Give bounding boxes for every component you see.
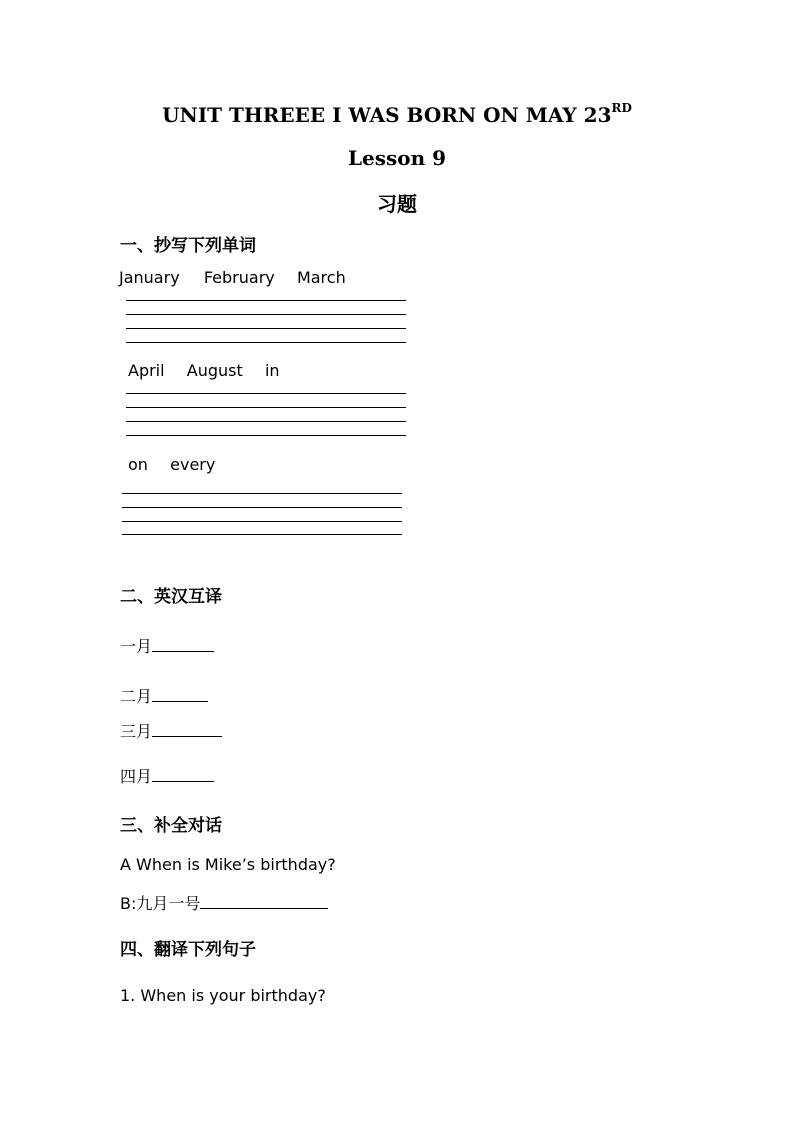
translate-item-4 xyxy=(120,764,214,787)
word: April xyxy=(128,361,165,380)
translate-sentence-1: 1. When is your birthday? xyxy=(120,986,326,1005)
answer-blank[interactable] xyxy=(152,722,222,737)
word: every xyxy=(170,455,216,474)
section3-heading: 三、补全对话 xyxy=(120,816,222,836)
dialogue-line-b xyxy=(120,891,328,914)
word: on xyxy=(128,455,148,474)
translate-item-2 xyxy=(120,684,208,707)
section4-heading: 四、翻译下列句子 xyxy=(120,940,256,960)
word: February xyxy=(203,268,275,287)
translate-item-3 xyxy=(120,719,222,742)
unit-title xyxy=(0,103,794,127)
word: March xyxy=(296,268,346,287)
word-group-3 xyxy=(128,455,215,474)
item-label: 二月 xyxy=(120,687,153,706)
word-group-2 xyxy=(128,361,280,380)
dialogue-line-a: A When is Mike’s birthday? xyxy=(120,855,336,874)
word: January xyxy=(119,268,180,287)
word-group-1 xyxy=(119,268,346,287)
exercise-title: 习题 xyxy=(377,192,417,216)
lesson-title: Lesson 9 xyxy=(347,146,447,170)
dialogue-line-b-text: B:九月一号 xyxy=(120,894,201,913)
answer-blank[interactable] xyxy=(152,637,214,652)
answer-blank[interactable] xyxy=(152,767,214,782)
section1-heading: 一、抄写下列单词 xyxy=(120,236,256,256)
unit-title-superscript: RD xyxy=(611,101,632,115)
item-label: 三月 xyxy=(120,722,153,741)
section2-heading: 二、英汉互译 xyxy=(120,587,222,607)
translate-item-1 xyxy=(120,634,214,657)
unit-title-text: UNIT THREEE I WAS BORN ON MAY 23 xyxy=(162,103,612,127)
word: in xyxy=(264,361,280,380)
answer-blank[interactable] xyxy=(152,687,208,702)
item-label: 四月 xyxy=(120,767,153,786)
answer-blank[interactable] xyxy=(200,894,328,909)
item-label: 一月 xyxy=(120,637,153,656)
word: August xyxy=(186,361,243,380)
